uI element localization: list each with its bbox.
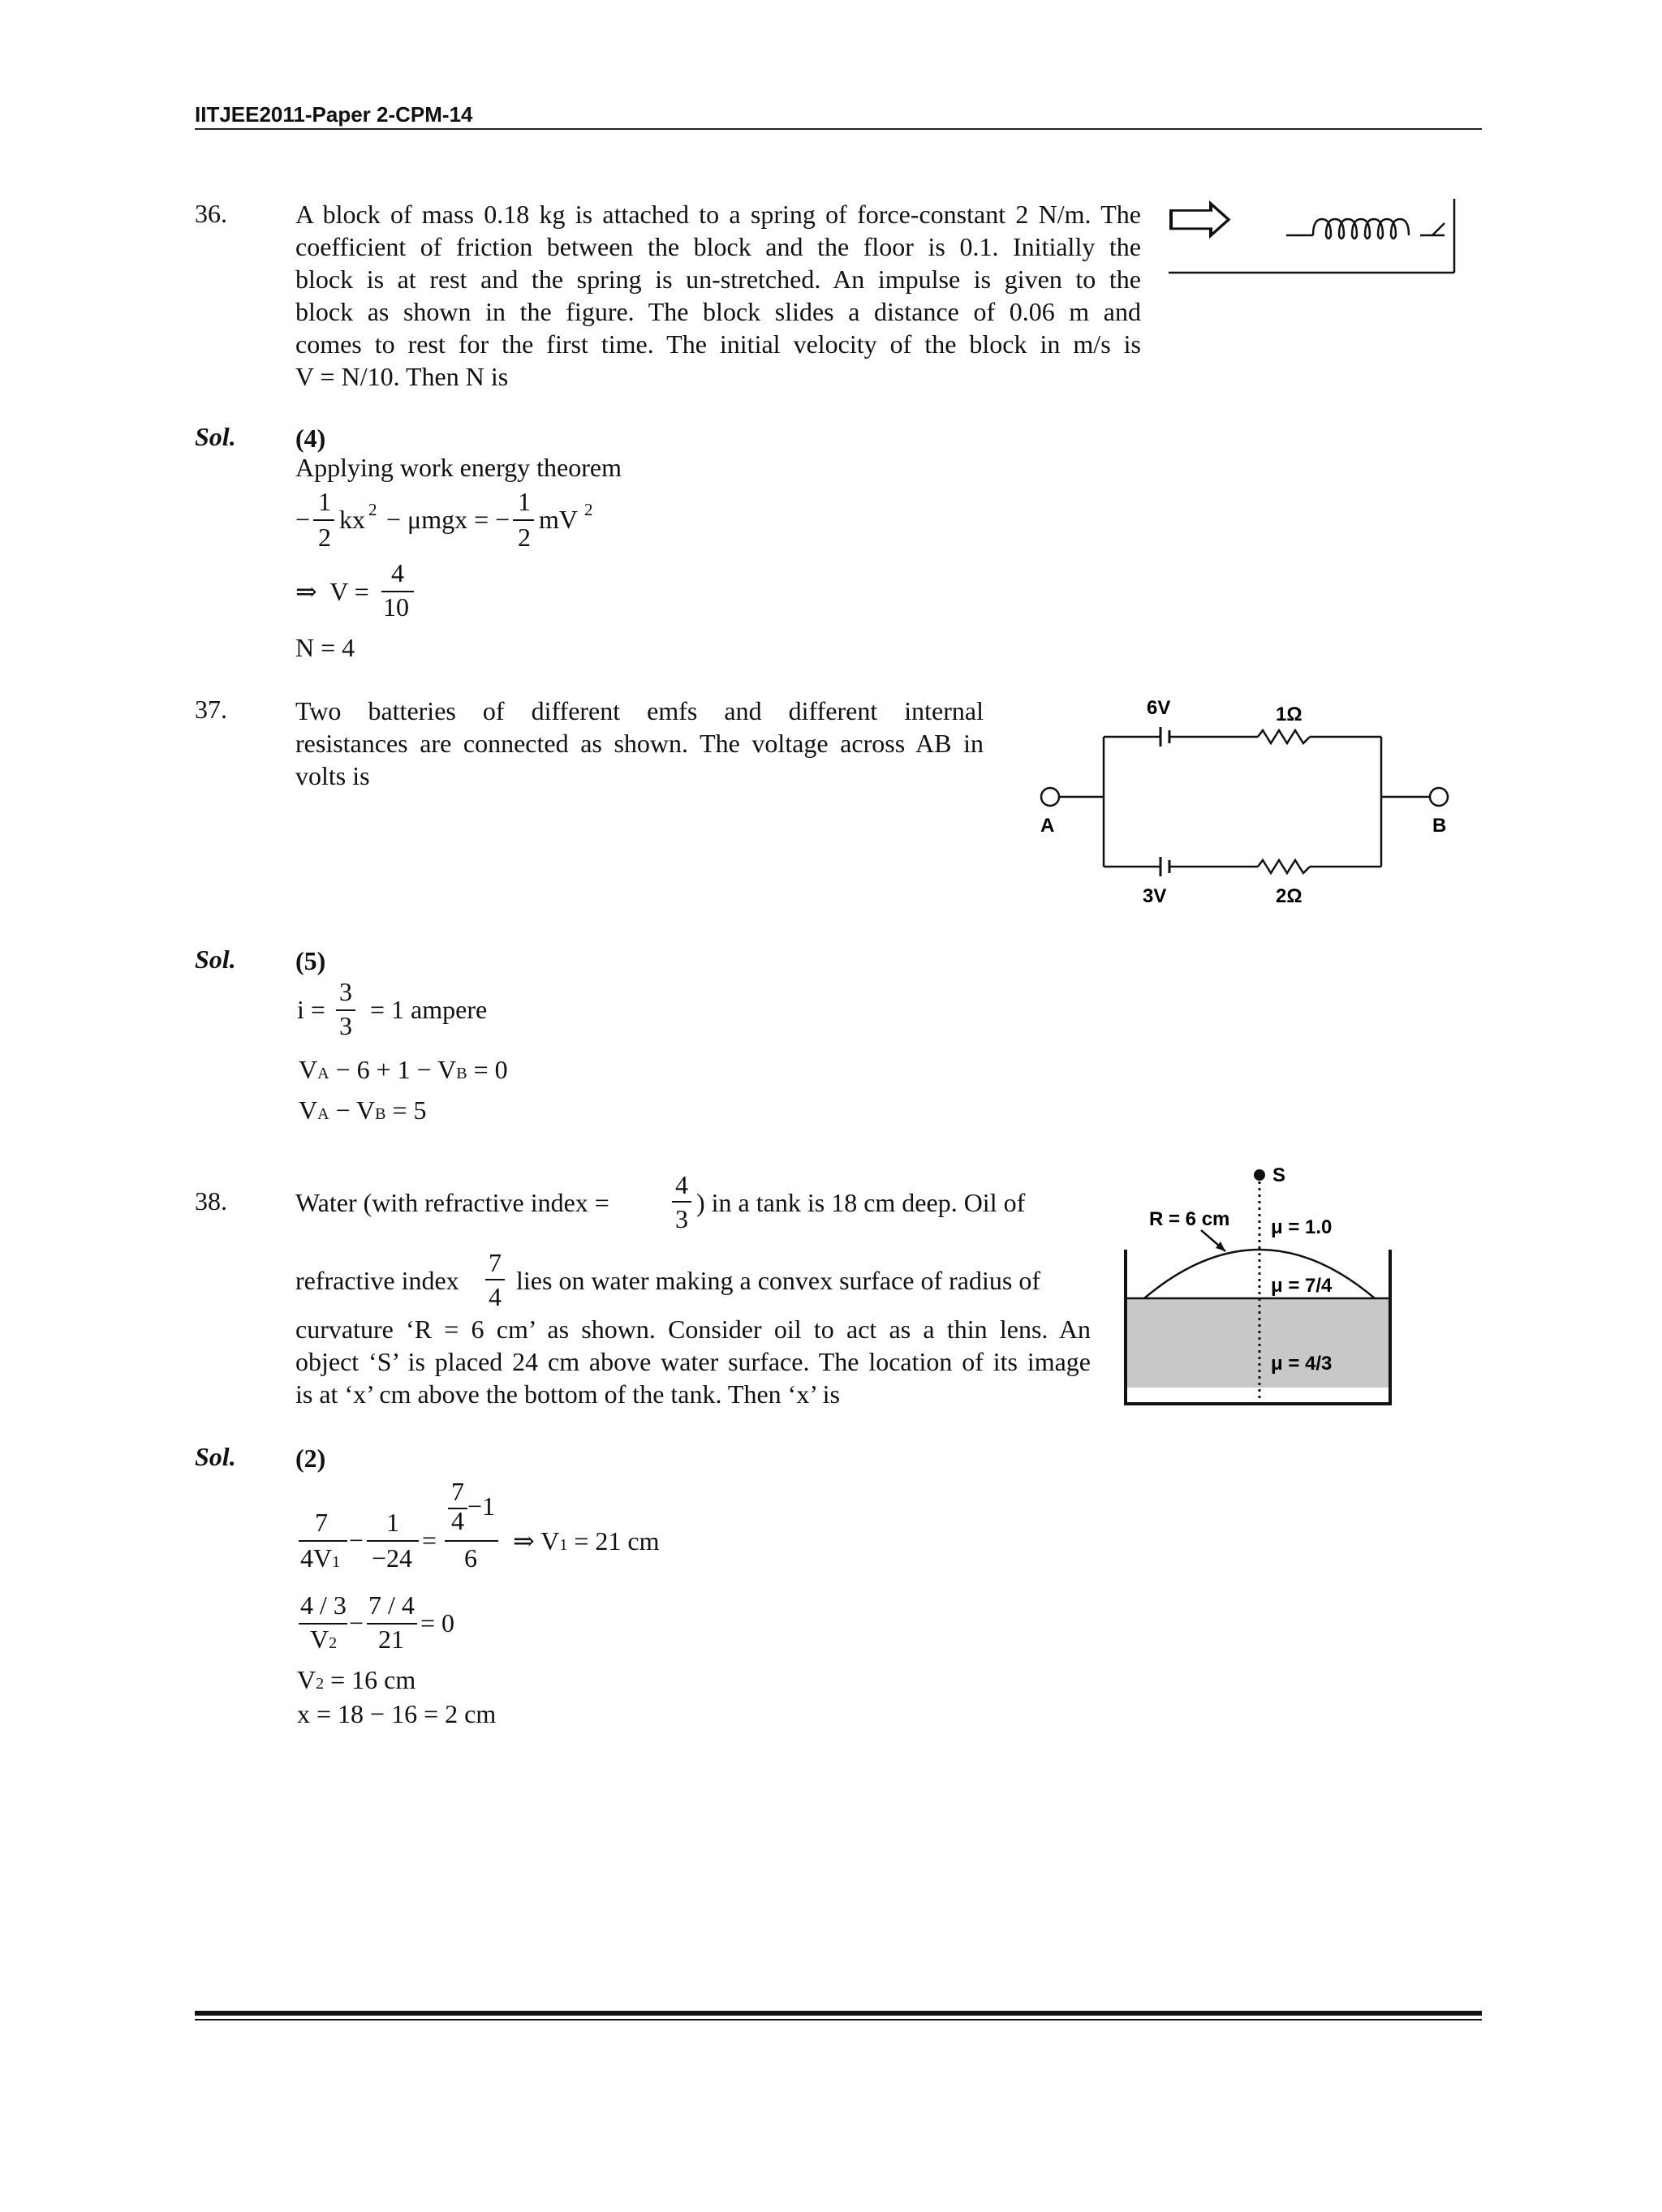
frac-den: 4 <box>489 1282 502 1311</box>
header-rule <box>195 128 1482 130</box>
q37-eq1 <box>297 977 622 1045</box>
spring-icon <box>1286 219 1445 239</box>
q36-line: block as shown in the figure. The block slides a distance of 0.06 m and <box>295 297 1141 326</box>
q38-eq3: V2 = 16 cm <box>297 1665 416 1694</box>
q38-text <box>295 1313 1091 1410</box>
minus: − <box>349 1526 364 1555</box>
rest: = 1 ampere <box>370 995 488 1024</box>
frac-num: 7 <box>489 1248 502 1277</box>
q38-answer: (2) <box>295 1444 326 1473</box>
prefix: ⇒ V = <box>295 577 369 606</box>
impulse-arrow-icon <box>1171 204 1229 235</box>
label-mu3: μ = 4/3 <box>1271 1353 1333 1375</box>
q37-circuit <box>1031 690 1469 917</box>
terminal-b <box>1430 788 1448 806</box>
q37-eq3: VA − VB = 5 <box>299 1095 427 1125</box>
label-mu2: μ = 7/4 <box>1271 1275 1333 1297</box>
frac-den: 3 <box>675 1204 688 1233</box>
source-dot <box>1254 1169 1265 1181</box>
frac-den: 3 <box>339 1011 352 1040</box>
q36-sol-text: Applying work energy theorem <box>295 453 622 482</box>
text: lies on water making a convex surface of radius of <box>516 1266 1040 1295</box>
exp: 2 <box>584 500 593 519</box>
q38-number: 38. <box>195 1186 227 1216</box>
frac-num: 4 / 3 <box>300 1590 347 1620</box>
minus: − <box>349 1608 364 1637</box>
label-s: S <box>1272 1164 1286 1186</box>
frac-den: 21 <box>378 1625 404 1654</box>
q38-line: is at ‘x’ cm above the bottom of the tank. Then ‘x’ is <box>295 1379 840 1409</box>
frac-num: 1 <box>318 487 331 516</box>
resistor-1-icon <box>1258 730 1310 743</box>
minus: − <box>295 505 311 534</box>
frac-den: 2 <box>318 523 331 552</box>
frac-den: 10 <box>383 592 409 622</box>
label-1ohm: 1Ω <box>1276 704 1302 725</box>
q37-line: resistances are connected as shown. The voltage across AB in <box>295 729 984 758</box>
q38-line: object ‘S’ is placed 24 cm above water surface. The location of its image <box>295 1347 1091 1376</box>
q38-eq2 <box>297 1590 622 1662</box>
q38-sol-label: Sol. <box>195 1442 236 1471</box>
page-header: IITJEE2011-Paper 2-CPM-14 <box>195 102 473 127</box>
q38-eq1 <box>297 1477 784 1586</box>
q36-eq1 <box>294 487 700 555</box>
frac-den: −24 <box>372 1543 413 1573</box>
q36-line: A block of mass 0.18 kg is attached to a spring of force-constant 2 N/m. The <box>295 200 1141 229</box>
exp: 2 <box>368 500 377 519</box>
text: Water (with refractive index = <box>295 1188 609 1217</box>
frac-bar <box>367 1540 419 1542</box>
text: ) in a tank is 18 cm deep. Oil of <box>696 1188 1026 1217</box>
result: ⇒ V1 = 21 cm <box>513 1526 660 1556</box>
frac-num: 4 <box>391 558 404 587</box>
label-b: B <box>1432 815 1447 837</box>
q37-line: volts is <box>295 761 370 790</box>
frac-num: 4 <box>675 1170 688 1199</box>
q38-eq4: x = 18 − 16 = 2 cm <box>297 1699 497 1728</box>
text: refractive index <box>295 1266 459 1295</box>
label-3v: 3V <box>1143 885 1167 907</box>
q38-line1 <box>295 1168 1091 1237</box>
label-2ohm: 2Ω <box>1276 885 1302 907</box>
frac-bar <box>445 1540 498 1542</box>
frac-den: 6 <box>464 1543 477 1573</box>
q36-answer: (4) <box>295 424 326 453</box>
mv: mV <box>539 505 578 534</box>
frac-bar <box>299 1540 347 1542</box>
frac-num: 3 <box>339 977 352 1006</box>
q36-spring-figure <box>1169 195 1469 284</box>
frac-den: 4 <box>451 1506 464 1535</box>
label-6v: 6V <box>1147 697 1171 719</box>
frac-num: 1 <box>518 487 531 516</box>
frac-den: V2 <box>310 1625 338 1654</box>
i: i = <box>297 995 325 1024</box>
minus-one: −1 <box>467 1491 496 1521</box>
q37-sol-label: Sol. <box>195 945 236 974</box>
footer-rule-thin <box>195 2019 1482 2020</box>
q36-line: block is at rest and the spring is un-stretched. An impulse is given to the <box>295 265 1141 294</box>
q38-tank-figure <box>1120 1152 1412 1412</box>
label-a: A <box>1040 815 1055 837</box>
frac-bar <box>513 519 534 521</box>
q36-result: N = 4 <box>295 633 355 662</box>
equals: = <box>422 1526 437 1555</box>
resistor-2-icon <box>1258 860 1310 873</box>
q38-line2 <box>295 1246 1091 1315</box>
q37-answer: (5) <box>295 946 326 975</box>
terminal-a <box>1041 788 1059 806</box>
water-region <box>1126 1298 1390 1388</box>
q37-line: Two batteries of different emfs and different internal <box>295 696 984 725</box>
frac-num: 1 <box>386 1508 399 1537</box>
q37-eq2: VA − 6 + 1 − VB = 0 <box>299 1055 508 1084</box>
q36-line: V = N/10. Then N is <box>295 362 509 391</box>
q37-number: 37. <box>195 695 227 724</box>
footer-rule-thick <box>195 2011 1482 2016</box>
frac-den: 4V1 <box>300 1543 341 1573</box>
q36-text <box>295 198 1141 393</box>
q36-eq2 <box>295 558 539 626</box>
q36-line: coefficient of friction between the block and the floor is 0.1. Initially the <box>295 232 1141 261</box>
frac-num: 7 / 4 <box>368 1590 415 1620</box>
frac-den: 2 <box>518 523 531 552</box>
q38-line: curvature ‘R = 6 cm’ as shown. Consider oil to act as a thin lens. An <box>295 1315 1091 1344</box>
q36-line: comes to rest for the first time. The initial velocity of the block in m/s is <box>295 329 1141 359</box>
q36-sol-label: Sol. <box>195 422 236 451</box>
frac-num: 7 <box>451 1477 464 1506</box>
end: = 0 <box>420 1608 455 1637</box>
mid: − μmgx = − <box>380 505 510 534</box>
kx: kx <box>339 505 365 534</box>
q36-number: 36. <box>195 199 227 228</box>
label-r: R = 6 cm <box>1149 1208 1230 1230</box>
frac-num: 7 <box>315 1508 328 1537</box>
frac-bar <box>313 519 334 521</box>
q37-text <box>295 695 984 792</box>
label-mu1: μ = 1.0 <box>1271 1216 1333 1238</box>
